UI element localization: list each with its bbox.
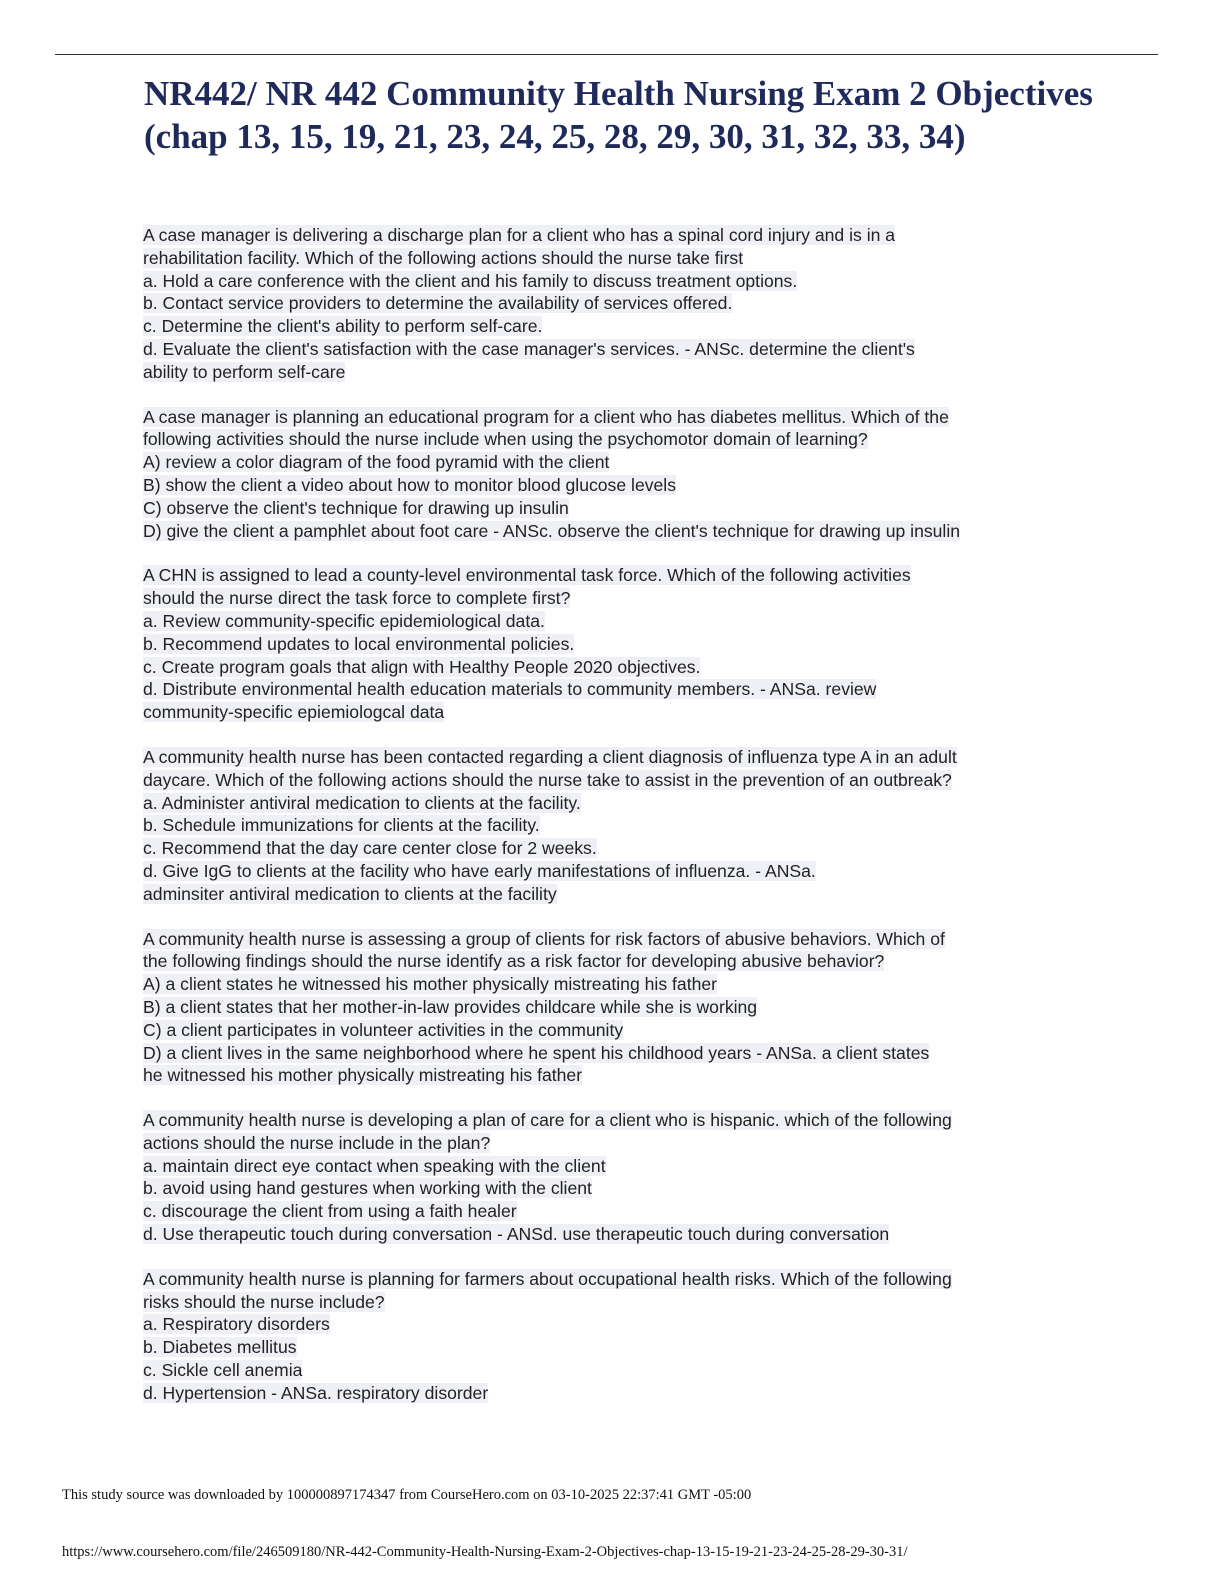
- text-line: c. Sickle cell anemia: [143, 1360, 303, 1381]
- question-block: [143, 564, 1083, 724]
- text-line: D) give the client a pamphlet about foot care - ANSc. observe the client's technique for drawing up insulin: [143, 520, 961, 541]
- text-line: a. Administer antiviral medication to clients at the facility.: [143, 792, 581, 813]
- text-line: c. Recommend that the day care center close for 2 weeks.: [143, 838, 597, 859]
- text-line: adminsiter antiviral medication to clients at the facility: [143, 883, 557, 904]
- text-line: A) a client states he witnessed his mother physically mistreating his father: [143, 974, 718, 995]
- text-line: a. Respiratory disorders: [143, 1314, 330, 1335]
- text-line: he witnessed his mother physically mistreating his father: [143, 1065, 583, 1086]
- question-block: [143, 1268, 1083, 1405]
- text-line: should the nurse direct the task force to complete first?: [143, 588, 571, 609]
- source-url-link[interactable]: https://www.coursehero.com/file/246509180/NR-442-Community-Health-Nursing-Exam-2-Objectives-chap-13-15-19-21-23-24-25-28-29-30-31/: [62, 1544, 908, 1560]
- top-divider: [55, 54, 1158, 55]
- text-line: d. Distribute environmental health education materials to community members. - ANSa. review: [143, 679, 877, 700]
- text-line: ability to perform self-care: [143, 361, 346, 382]
- text-line: a. Hold a care conference with the client and his family to discuss treatment options.: [143, 270, 798, 291]
- text-line: a. Review community-specific epidemiological data.: [143, 610, 545, 631]
- text-line: d. Hypertension - ANSa. respiratory disorder: [143, 1382, 489, 1403]
- page-title: NR442/ NR 442 Community Health Nursing Exam 2 Objectives (chap 13, 15, 19, 21, 23, 24, 25, 28, 29, 30, 31, 32, 33, 34): [144, 74, 1093, 156]
- text-line: A community health nurse is assessing a group of clients for risk factors of abusive behaviors. Which of: [143, 928, 945, 949]
- text-line: C) a client participates in volunteer activities in the community: [143, 1019, 624, 1040]
- text-line: community-specific epiemiologcal data: [143, 702, 445, 723]
- question-block: [143, 746, 1083, 906]
- text-line: risks should the nurse include?: [143, 1291, 385, 1312]
- text-line: C) observe the client's technique for drawing up insulin: [143, 497, 569, 518]
- question-block: [143, 1109, 1083, 1246]
- text-line: B) a client states that her mother-in-law provides childcare while she is working: [143, 996, 758, 1017]
- text-line: A case manager is planning an educational program for a client who has diabetes mellitus. Which of the: [143, 406, 949, 427]
- text-line: b. Contact service providers to determine the availability of services offered.: [143, 293, 733, 314]
- text-line: A case manager is delivering a discharge plan for a client who has a spinal cord injury and is in a: [143, 225, 896, 245]
- text-line: following activities should the nurse include when using the psychomotor domain of learning?: [143, 429, 868, 450]
- question-block: [143, 406, 1083, 543]
- document-body: [143, 224, 1083, 1427]
- text-line: A community health nurse is planning for farmers about occupational health risks. Which of the following: [143, 1268, 952, 1289]
- question-block: [143, 224, 1083, 384]
- text-line: c. Create program goals that align with Healthy People 2020 objectives.: [143, 656, 701, 677]
- text-line: a. maintain direct eye contact when speaking with the client: [143, 1155, 606, 1176]
- download-source-note: This study source was downloaded by 100000897174347 from CourseHero.com on 03-10-2025 22:37:41 GMT -05:00: [62, 1487, 752, 1503]
- text-line: c. discourage the client from using a faith healer: [143, 1201, 517, 1222]
- text-line: d. Use therapeutic touch during conversation - ANSd. use therapeutic touch during conversation: [143, 1224, 890, 1245]
- text-line: b. Recommend updates to local environmental policies.: [143, 633, 575, 654]
- text-line: actions should the nurse include in the plan?: [143, 1132, 491, 1153]
- text-line: b. Diabetes mellitus: [143, 1337, 297, 1358]
- text-line: A CHN is assigned to lead a county-level environmental task force. Which of the following activities: [143, 565, 911, 586]
- text-line: daycare. Which of the following actions should the nurse take to assist in the prevention of an outbreak?: [143, 769, 952, 790]
- text-line: the following findings should the nurse identify as a risk factor for developing abusive behavior?: [143, 951, 885, 972]
- text-line: D) a client lives in the same neighborhood where he spent his childhood years - ANSa. a client states: [143, 1042, 930, 1063]
- text-line: A community health nurse is developing a plan of care for a client who is hispanic. which of the following: [143, 1110, 952, 1131]
- text-line: d. Give IgG to clients at the facility who have early manifestations of influenza. - ANSa.: [143, 860, 816, 881]
- text-line: c. Determine the client's ability to perform self-care.: [143, 316, 543, 337]
- text-line: b. avoid using hand gestures when working with the client: [143, 1178, 592, 1199]
- text-line: A) review a color diagram of the food pyramid with the client: [143, 452, 610, 473]
- text-line: B) show the client a video about how to monitor blood glucose levels: [143, 474, 677, 495]
- text-line: d. Evaluate the client's satisfaction with the case manager's services. - ANSc. determine the client's: [143, 338, 915, 359]
- question-block: [143, 928, 1083, 1088]
- text-line: rehabilitation facility. Which of the following actions should the nurse take first: [143, 247, 744, 268]
- text-line: A community health nurse has been contacted regarding a client diagnosis of influenza type A in an adult: [143, 746, 957, 767]
- text-line: b. Schedule immunizations for clients at the facility.: [143, 815, 540, 836]
